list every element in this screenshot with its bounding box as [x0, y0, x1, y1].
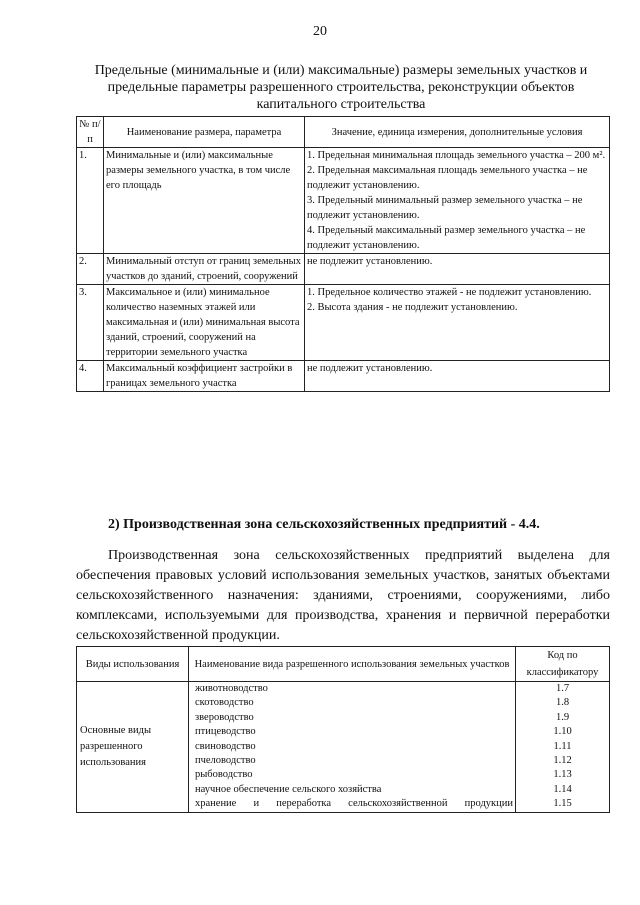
parameters-table	[76, 116, 610, 392]
use-code: 1.7	[555, 683, 570, 694]
use-group-label: Основные виды разрешенного использования	[77, 682, 189, 813]
row-name: Максимальный коэффициент застройки в границах земельного участка	[104, 361, 305, 392]
use-code: 1.9	[555, 711, 570, 723]
table-row	[77, 361, 610, 392]
use-names-cell	[189, 682, 516, 813]
header-name: Наименование размера, параметра	[104, 117, 305, 148]
row-values	[305, 254, 610, 285]
table-row	[77, 285, 610, 361]
value-line: 3. Предельный минимальный размер земельного участка – не подлежит установлению.	[307, 195, 583, 221]
header-code: Код по классификатору	[516, 647, 610, 682]
header-use-kind: Виды использования	[77, 647, 189, 682]
use-name: рыбоводство	[195, 769, 253, 781]
table-row	[77, 254, 610, 285]
row-name: Максимальное и (или) минимальное количество наземных этажей или максимальная и (или) минимальная высота зданий, строений, сооружений на территории земельного участка	[104, 285, 305, 361]
header-use-name: Наименование вида разрешенного использования земельных участков	[189, 647, 516, 682]
page-number: 20	[313, 24, 327, 39]
use-name: научное обеспечение сельского хозяйства	[195, 783, 382, 795]
use-code: 1.15	[553, 798, 572, 810]
section-title: 2) Производственная зона сельскохозяйственных предприятий - 4.4.	[108, 517, 540, 532]
use-name: свиноводство	[195, 740, 256, 752]
value-line: 1. Предельное количество этажей - не подлежит установлению.	[307, 287, 592, 298]
use-name: хранение и переработка сельскохозяйственной продукции	[195, 798, 513, 810]
row-number: 1.	[77, 148, 104, 254]
row-name: Минимальный отступ от границ земельных участков до зданий, строений, сооружений	[104, 254, 305, 285]
use-code: 1.11	[553, 740, 572, 752]
header-num: № п/п	[77, 117, 104, 148]
use-code: 1.13	[553, 769, 572, 781]
use-code: 1.14	[553, 783, 572, 795]
use-name: птицеводство	[195, 726, 256, 738]
table-header-row	[77, 647, 610, 682]
value-line: 4. Предельный максимальный размер земельного участка – не подлежит установлению.	[307, 225, 586, 251]
use-name: животноводство	[195, 683, 268, 694]
row-number: 4.	[77, 361, 104, 392]
document-heading: Предельные (минимальные и (или) максимальные) размеры земельных участков и предельные параметры разрешенного строительства, реконструкции объектов капитального строительства	[94, 63, 588, 112]
value-line: 1. Предельная минимальная площадь земельного участка – 200 м².	[307, 150, 606, 161]
use-code: 1.12	[553, 755, 572, 767]
value-line: не подлежит установлению.	[307, 363, 433, 374]
section-paragraph: Производственная зона сельскохозяйственных предприятий выделена для обеспечения правовых условий использования земельных участков, занятых объектами сельскохозяйственного назначения: зданиями, строениями, сооружениями, либо комплексами, используемыми для производства, хранения и первичной переработки сельскохозяйственной продукции.	[76, 548, 610, 643]
permitted-uses-table	[76, 646, 610, 813]
use-name: пчеловодство	[195, 755, 256, 767]
table-row	[77, 148, 610, 254]
use-name: звероводство	[195, 711, 254, 723]
row-name: Минимальные и (или) максимальные размеры земельного участка, в том числе его площадь	[104, 148, 305, 254]
value-line: 2. Высота здания - не подлежит установлению.	[307, 302, 518, 313]
table-row	[77, 682, 610, 813]
row-number: 2.	[77, 254, 104, 285]
row-values	[305, 285, 610, 361]
row-number: 3.	[77, 285, 104, 361]
use-codes-cell	[516, 682, 610, 813]
value-line: 2. Предельная максимальная площадь земельного участка – не подлежит установлению.	[307, 165, 588, 191]
row-values	[305, 361, 610, 392]
use-name: скотоводство	[195, 697, 254, 709]
use-code: 1.8	[555, 697, 570, 709]
value-line: не подлежит установлению.	[307, 256, 433, 267]
row-values	[305, 148, 610, 254]
table-header-row	[77, 117, 610, 148]
use-code: 1.10	[553, 726, 572, 738]
header-value: Значение, единица измерения, дополнительные условия	[305, 117, 610, 148]
